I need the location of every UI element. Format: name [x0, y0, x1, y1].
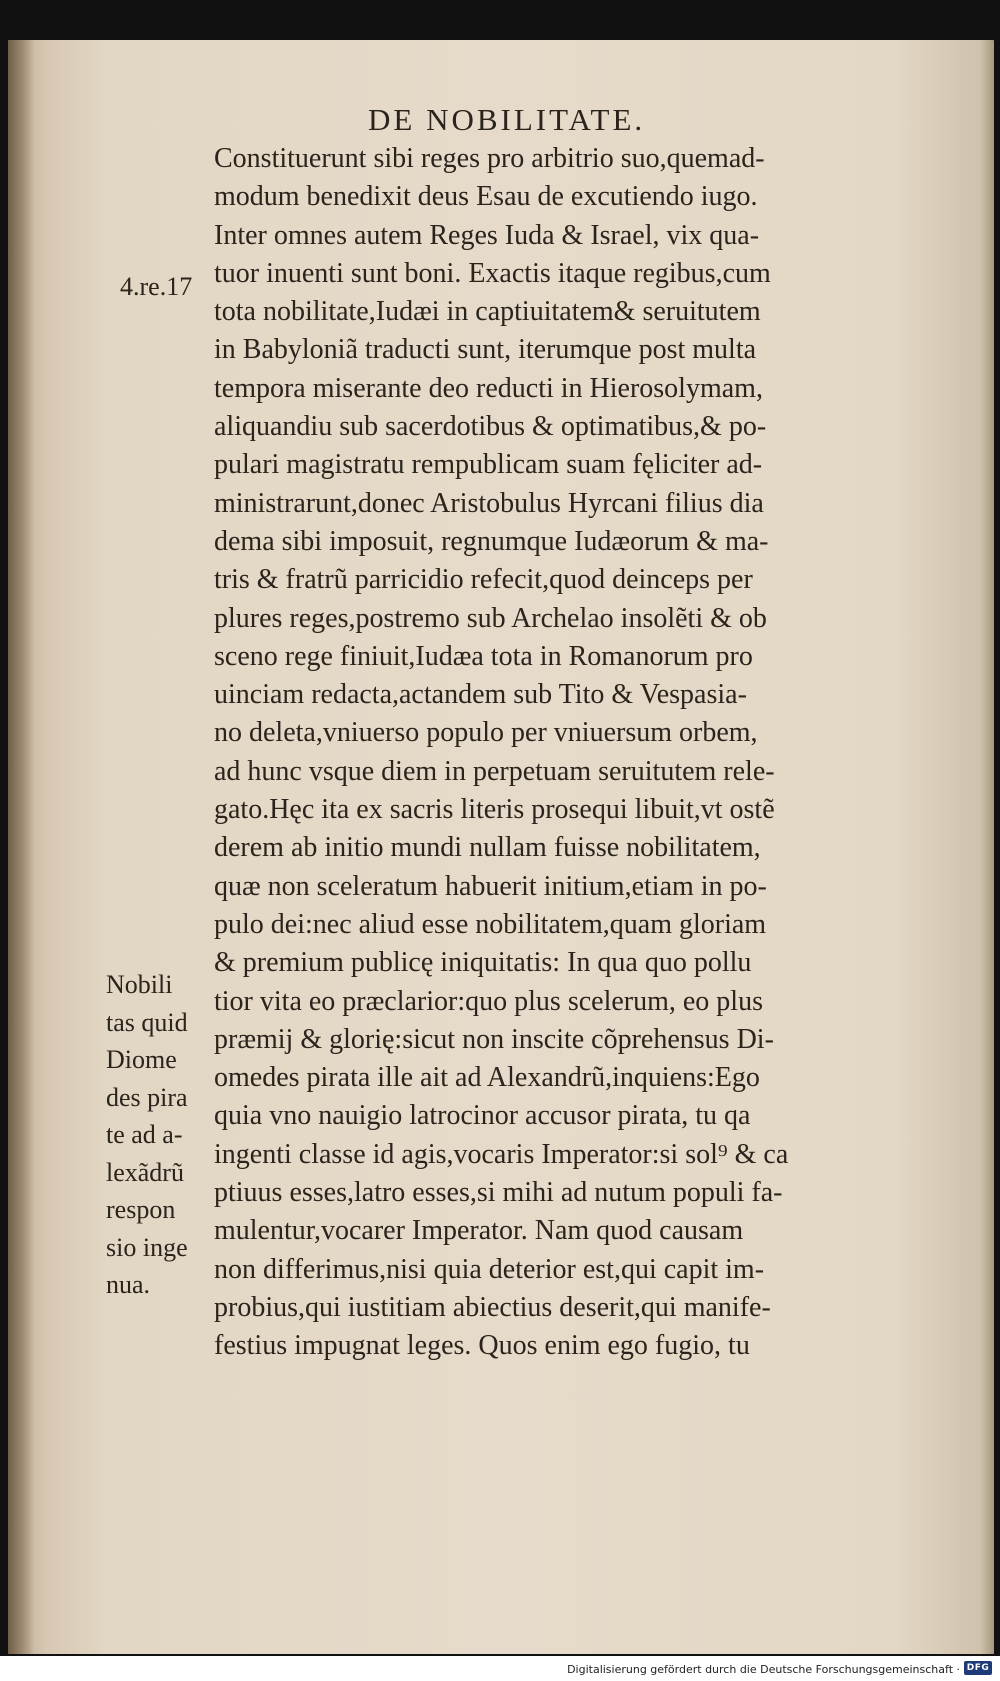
text-line: tris & fratrũ parricidio refecit,quod deinceps per: [214, 564, 753, 596]
text-line: derem ab initio mundi nullam fuisse nobilitatem,: [214, 832, 761, 864]
text-line: ad hunc vsque diem in perpetuam seruitutem rele-: [214, 755, 775, 787]
text-line: dema sibi imposuit, regnumque Iudæorum & ma-: [214, 525, 769, 557]
text-line: sceno rege finiuit,Iudæa tota in Romanorum pro: [214, 640, 753, 672]
margin-gloss-line: tas quid: [106, 1007, 188, 1037]
text-line: pulari magistratu rempublicam suam fęliciter ad-: [214, 449, 763, 481]
text-line: tior vita eo præclarior:quo plus scelerum, eo plus: [214, 985, 763, 1017]
text-line: Inter omnes autem Reges Iuda & Israel, vix qua-: [214, 219, 760, 251]
text-line: tuor inuenti sunt boni. Exactis itaque regibus,cum: [214, 257, 771, 289]
body-text: [214, 140, 924, 1366]
running-head: DE NOBILITATE.: [368, 102, 646, 137]
text-line: quæ non sceleratum habuerit initium,etiam in po-: [214, 870, 767, 902]
margin-gloss: [106, 966, 188, 1304]
margin-gloss-line: nua.: [106, 1270, 151, 1299]
margin-reference: 4.re.17: [120, 272, 193, 301]
margin-gloss-line: des pira: [106, 1082, 188, 1112]
text-line: ingenti classe id agis,vocaris Imperator:si sol⁹ & ca: [214, 1138, 789, 1170]
text-line: festius impugnat leges. Quos enim ego fugio, tu: [214, 1330, 750, 1362]
text-line: plures reges,postremo sub Archelao insolẽti & ob: [214, 602, 767, 634]
text-line: omedes pirata ille ait ad Alexandrũ,inquiens:Ego: [214, 1062, 760, 1094]
text-line: gato.Hęc ita ex sacris literis prosequi libuit,vt ostẽ: [214, 794, 775, 826]
text-line: in Babyloniã traducti sunt, iterumque post multa: [214, 334, 757, 366]
text-line: modum benedixit deus Esau de excutiendo iugo.: [214, 181, 758, 213]
text-line: & premium publicę iniquitatis: In qua quo pollu: [214, 947, 752, 979]
text-line: probius,qui iustitiam abiectius deserit,qui manife-: [214, 1291, 771, 1323]
margin-gloss-line: Diome: [106, 1045, 177, 1074]
text-line: quia vno nauigio latrocinor accusor pirata, tu qa: [214, 1100, 751, 1132]
text-line: aliquandiu sub sacerdotibus & optimatibus,& po-: [214, 411, 767, 443]
text-line: ministrarunt,donec Aristobulus Hyrcani filius dia: [214, 487, 764, 519]
margin-gloss-line: Nobili: [106, 970, 173, 999]
margin-gloss-line: te ad a-: [106, 1120, 183, 1149]
margin-gloss-line: lexãdrũ: [106, 1157, 184, 1187]
text-line: uinciam redacta,actandem sub Tito & Vespasia-: [214, 679, 747, 711]
text-line: no deleta,vniuerso populo per vniuersum orbem,: [214, 717, 758, 749]
text-line: tempora miserante deo reducti in Hierosolymam,: [214, 372, 763, 404]
text-line: tota nobilitate,Iudæi in captiuitatem& seruitutem: [214, 296, 761, 328]
text-line: Constituerunt sibi reges pro arbitrio suo,quemad-: [214, 143, 765, 174]
dfg-logo: DFG: [964, 1661, 992, 1675]
footer-credit: Digitalisierung gefördert durch die Deutsche Forschungsgemeinschaft ·: [567, 1663, 960, 1676]
margin-gloss-line: respon: [106, 1195, 176, 1224]
text-line: pulo dei:nec aliud esse nobilitatem,quam gloriam: [214, 908, 767, 940]
text-line: mulentur,vocarer Imperator. Nam quod causam: [214, 1215, 744, 1247]
text-line: ptiuus esses,latro esses,si mihi ad nutum populi fa-: [214, 1177, 783, 1209]
text-line: non differimus,nisi quia deterior est,qui capit im-: [214, 1253, 765, 1285]
margin-gloss-line: sio inge: [106, 1232, 188, 1262]
text-line: præmij & glorię:sicut non inscite cõprehensus Di-: [214, 1023, 774, 1055]
